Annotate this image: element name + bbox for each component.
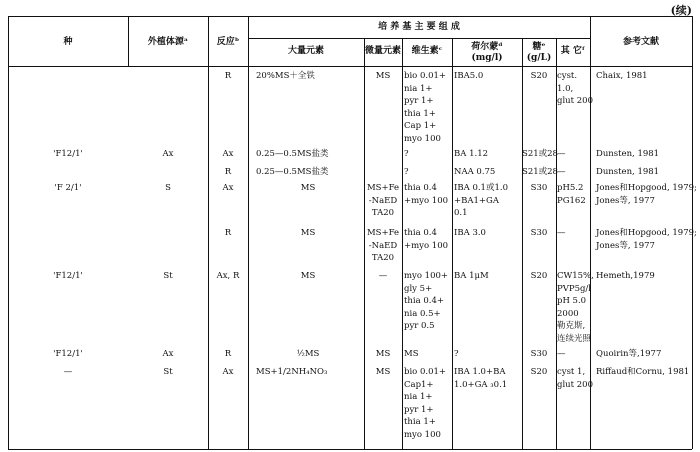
cell-sugar: S30: [530, 349, 548, 359]
header-reference: 参考文献: [622, 37, 659, 47]
cell-sugar: S30: [530, 228, 548, 238]
cell-vitamin: ?: [404, 167, 409, 177]
cell-vitamin: Cap1+: [404, 379, 434, 390]
cell-explant: Ax: [162, 349, 174, 359]
cell-response: R: [224, 349, 232, 359]
header-other: 其 它ᶠ: [560, 46, 586, 56]
cell-vitamin: pyr 0.5: [404, 321, 435, 331]
cell-other: 勒克斯,: [557, 321, 586, 331]
cell-macro: ½MS: [296, 349, 320, 359]
cell-other: glut 200: [557, 96, 593, 106]
cell-micro: MS: [375, 71, 391, 81]
cell-sugar: S30: [530, 183, 548, 193]
cell-vitamin: +myo 100: [404, 240, 449, 251]
cell-micro: —: [378, 271, 388, 281]
cell-response: Ax, R: [216, 271, 240, 281]
header-hormone-unit: (mg/l): [471, 53, 503, 63]
cell-vitamin: gly 5+: [404, 283, 433, 294]
header-hormone: 荷尔蒙ᵈ: [471, 42, 503, 52]
cell-response: R: [224, 228, 232, 238]
cell-explant: S: [165, 183, 171, 193]
cell-sugar: S20: [530, 271, 548, 281]
header-explant: 外植体源ᵃ: [147, 37, 189, 47]
cell-other: glut 200: [557, 379, 593, 390]
header-sugar: 糖ᵉ: [532, 42, 546, 52]
cell-response: R: [224, 71, 232, 81]
cell-other: —: [557, 149, 566, 159]
cell-sugar: S21或28: [522, 167, 558, 177]
cell-variety: 'F12/1': [53, 349, 83, 359]
continued-label: (续): [670, 4, 692, 17]
cell-other: 1.0,: [557, 83, 574, 94]
cell-macro: MS: [300, 271, 316, 281]
cell-vitamin: bio 0.01+: [404, 71, 447, 81]
cell-macro: 20%MS＋全铁: [256, 71, 315, 81]
cell-sugar: S20: [530, 71, 548, 81]
cell-response: Ax: [222, 149, 234, 159]
cell-vitamin: +myo 100: [404, 195, 449, 206]
cell-hormone: BA 1.12: [454, 149, 489, 159]
cell-hormone: BA 1μM: [454, 271, 489, 281]
cell-other: —: [557, 228, 566, 238]
col-divider-7: [522, 38, 523, 449]
cell-variety: 'F12/1': [53, 271, 83, 281]
cell-vitamin: bio 0.01+: [404, 367, 447, 377]
table-left-border: [8, 16, 9, 449]
cell-micro-fragment: TA20: [371, 253, 395, 263]
cell-other: PG162: [557, 195, 586, 206]
cell-ref: Riffaud和Cornu, 1981: [596, 367, 690, 377]
cell-hormone: 1.0+GA ₃0.1: [454, 379, 508, 390]
cell-macro: MS+1/2NH₄NO₃: [256, 367, 328, 377]
cell-explant: St: [163, 367, 173, 377]
cell-hormone: 0.1: [454, 208, 468, 218]
cell-hormone: ?: [454, 349, 459, 359]
cell-vitamin: ?: [404, 149, 409, 159]
cell-vitamin: nia 0.5+: [404, 308, 441, 319]
cell-vitamin: thia 0.4: [404, 183, 437, 193]
medium-subheader-rule: [248, 38, 590, 39]
cell-ref: Jones和Hopgood, 1979;: [596, 228, 697, 238]
col-divider-5: [402, 38, 403, 449]
cell-vitamin: thia 0.4: [404, 228, 437, 238]
cell-sugar: S21或28: [522, 149, 558, 159]
cell-response: Ax: [222, 183, 234, 193]
cell-hormone: +BA1+GA: [454, 195, 499, 206]
cell-variety: 'F12/1': [53, 149, 83, 159]
cell-sugar: S20: [530, 367, 548, 377]
cell-other: pH5.2: [557, 183, 584, 193]
cell-micro-fragment: MS+Fe: [366, 228, 400, 238]
cell-ref: Chaix, 1981: [596, 71, 648, 81]
cell-hormone: IBA 0.1或1.0: [454, 183, 508, 193]
header-vitamin: 维生素ᶜ: [411, 46, 443, 56]
header-variety: 种: [63, 37, 73, 47]
cell-other: CW15%,: [557, 271, 594, 281]
cell-macro: 0.25—0.5MS盐类: [256, 149, 329, 159]
cell-hormone: NAA 0.75: [454, 167, 496, 177]
cell-other: pH 5.0: [557, 296, 587, 306]
cell-ref: Dunsten, 1981: [596, 149, 660, 159]
cell-ref: Jones和Hopgood, 1979;: [596, 183, 697, 193]
cell-vitamin: nia 1+: [404, 392, 433, 402]
table-bottom-border: [8, 449, 692, 450]
cell-variety: 'F 2/1': [54, 183, 82, 193]
cell-other: 连续光照: [557, 333, 592, 344]
cell-micro: MS: [375, 349, 391, 359]
cell-explant: Ax: [162, 149, 174, 159]
cell-macro: MS: [300, 183, 316, 193]
cell-other: —: [557, 167, 566, 177]
cell-vitamin: nia 1+: [404, 83, 433, 94]
header-macro: 大量元素: [287, 46, 324, 56]
col-divider-3: [248, 16, 249, 449]
cell-micro-fragment: -NaED: [368, 195, 398, 206]
cell-vitamin: MS: [404, 349, 419, 359]
cell-vitamin: myo 100: [404, 133, 441, 144]
cell-vitamin: pyr 1+: [404, 96, 434, 106]
cell-vitamin: thia 1+: [404, 417, 436, 427]
col-divider-6: [452, 38, 453, 449]
cell-other: 2000: [557, 308, 579, 319]
cell-ref: Jones等, 1977: [596, 195, 655, 206]
cell-ref: Dunsten, 1981: [596, 167, 660, 177]
cell-macro: 0.25—0.5MS盐类: [256, 167, 329, 177]
cell-macro: MS: [300, 228, 316, 238]
cell-micro-fragment: -NaED: [368, 240, 398, 251]
cell-vitamin: thia 0.4+: [404, 296, 445, 306]
cell-other: cyst 1,: [557, 367, 586, 377]
cell-other: PVP5g/l: [557, 283, 592, 294]
cell-micro: MS: [375, 367, 391, 377]
cell-vitamin: thia 1+: [404, 108, 436, 119]
cell-ref: Quoirin等,1977: [596, 349, 662, 359]
cell-vitamin: myo 100+: [404, 271, 449, 281]
cell-vitamin: Cap 1+: [404, 121, 437, 131]
cell-response: Ax: [222, 367, 234, 377]
cell-ref: Jones等, 1977: [596, 240, 655, 251]
cell-other: cyst.: [557, 71, 578, 81]
cell-ref: Hemeth,1979: [596, 271, 655, 281]
cell-hormone: IBA5.0: [454, 71, 484, 81]
header-response: 反应ᵇ: [216, 37, 240, 47]
cell-response: R: [224, 167, 232, 177]
header-medium-group: 培 养 基 主 要 组 成: [378, 22, 460, 32]
cell-micro-fragment: MS+Fe: [366, 183, 400, 193]
cell-micro-fragment: TA20: [371, 208, 395, 218]
cell-vitamin: pyr 1+: [404, 404, 434, 415]
cell-hormone: IBA 3.0: [454, 228, 486, 238]
cell-other: —: [557, 349, 566, 359]
cell-explant: St: [163, 271, 173, 281]
header-micro: 微量元素: [364, 46, 401, 56]
cell-hormone: IBA 1.0+BA: [454, 367, 506, 377]
header-sugar-unit: (g/L): [526, 53, 552, 63]
cell-variety: —: [63, 367, 73, 377]
cell-vitamin: myo 100: [404, 429, 441, 440]
